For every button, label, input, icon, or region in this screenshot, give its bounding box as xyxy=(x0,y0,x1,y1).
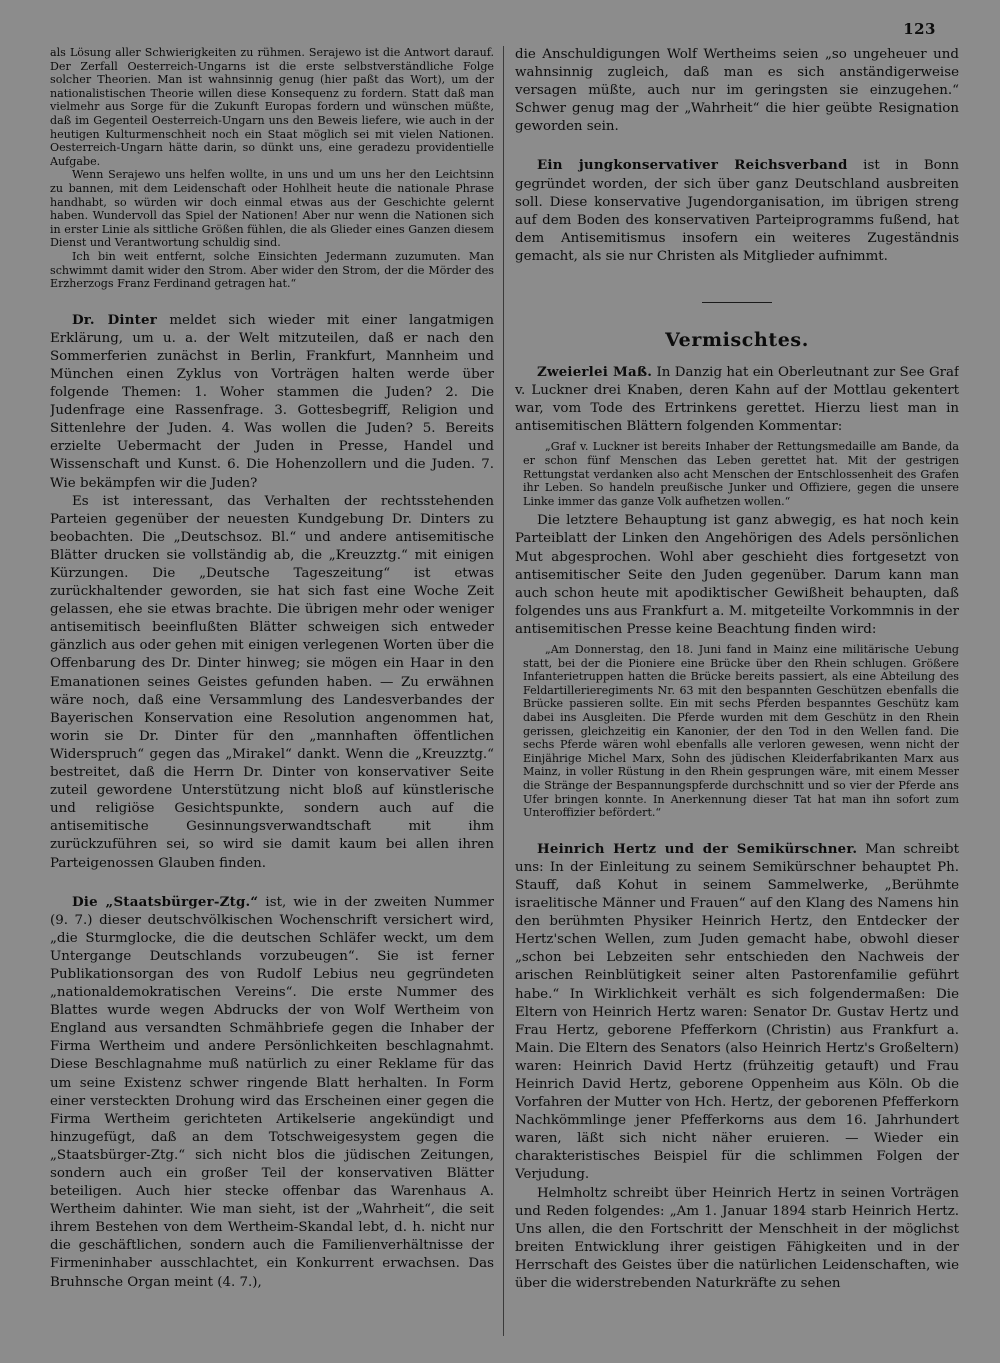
article-jungkonservativ xyxy=(515,156,959,266)
quote-paragraph-1: als Lösung aller Schwierigkeiten zu rühmen. Serajewo ist die Antwort darauf. Der Zerfall Oesterreich-Ungarns ist die erste selbstverständliche Folge solcher Theorien. Man ist wahnsinnig genug (hier paßt das Wort), um der nationalistischen Theorie willen diese Konsequenz zu fordern. Statt daß man vielmehr aus Sorge für die Zukunft Europas fordern und wünschen müßte, daß im Gegenteil Oesterreich-Ungarn uns den Beweis liefere, wie auch in der heutigen Kulturmenschheit noch ein Staat möglich sei mit vielen Nationen. Oesterreich-Ungarn hätte darin, so dünkt uns, eine geradezu providentielle Aufgabe. xyxy=(50,46,494,168)
right-column xyxy=(515,46,959,1346)
article-jungkonservativ-lead: Ein jungkonservativer Reichsverband xyxy=(537,157,848,174)
article-jungkonservativ-text: ist in Bonn gegründet worden, der sich über ganz Deutschland ausbreiten soll. Diese konservative Jugendorganisation, im übrigen streng auf dem Boden des konservativen Parteiprogramms fußend, hat dem Antisemitismus insofern ein weiteres Zugeständnis gemacht, als sie nur Christen als Mitglieder aufnimmt. xyxy=(515,158,959,264)
continuation-paragraph: die Anschuldigungen Wolf Wertheims seien „so ungeheuer und wahnsinnig zugleich, daß man es sich anständigerweise versagen müßte, auch nur im geringsten sie einzugehen.“ Schwer genug mag der „Wahrheit“ die hier geübte Resignation geworden sein. xyxy=(515,47,959,135)
article-hertz-lead: Heinrich Hertz und der Semikürschner. xyxy=(537,840,858,857)
article-zweierlei-quote-2: „Am Donnerstag, den 18. Juni fand in Mainz eine militärische Uebung statt, bei der die Pioniere eine Brücke über den Rhein schlugen. Größere Infanterietruppen hatten die Brücke bereits passiert, als eine Abteilung des Feldartillerieregiments Nr. 63 mit den bespannten Geschützen ebenfalls die Brücke passieren sollte. Ein mit sechs Pferden bespanntes Geschütz kam dabei ins Ausgleiten. Die Pferde wurden mit dem Geschütz in den Rhein gerissen, gleichzeitig ein Kanonier, der den Tod in den Wellen fand. Die sechs Pferde wären wohl ebenfalls alle verloren gewesen, wenn nicht der Einjährige Michel Marx, Sohn des jüdischen Kleiderfabrikanten Marx aus Mainz, in voller Rüstung in den Rhein gesprungen wäre, mit einem Messer die Stränge der Bespannungspferde durchschnitt und so vier der Pferde ans Ufer bringen konnte. In Anerkennung dieser Tat hat man ihn sofort zum Unteroffizier befördert.“ xyxy=(523,643,959,820)
article-dinter xyxy=(50,311,494,493)
article-zweierlei-quote: „Graf v. Luckner ist bereits Inhaber der Rettungsmedaille am Bande, da er schon fünf Menschen das Leben gerettet hat. Mit der gestrigen Rettungstat verdanken also acht Menschen der Entschlossenheit des Grafen ihr Leben. So handeln preußische Junker und Offiziere, gegen die unsere Linke immer das ganze Volk aufhetzen wollen.“ xyxy=(523,440,959,508)
quote-paragraph-2: Wenn Serajewo uns helfen wollte, in uns und um uns her den Leichtsinn zu bannen, mit dem Leidenschaft oder Hohlheit heute die nationale Phrase handhabt, so würden wir doch einmal etwas aus der Geschichte gelernt haben. Wundervoll das Spiel der Nationen! Aber nur wenn die Nationen sich in erster Linie als sittliche Größen fühlen, die als Glieder eines Ganzen diesem Dienst und Verantwortung schuldig sind. xyxy=(50,168,494,250)
article-hertz xyxy=(515,840,959,1185)
article-zweierlei-paragraph-2: Die letztere Behauptung ist ganz abwegig, es hat noch kein Parteiblatt der Linken den Angehörigen des Adels persönlichen Mut abgesprochen. Wohl aber geschieht dies fortgesetzt von antisemitischer Seite den Juden gegenüber. Darum kann man auch schon heute mit apodiktischer Gewißheit behaupten, daß folgendes uns aus Frankfurt a. M. mitgeteilte Vorkommnis in der antisemitischen Presse keine Beachtung finden wird: xyxy=(515,513,959,637)
article-hertz-text: Man schreibt uns: In der Einleitung zu seinem Semikürschner behauptet Ph. Stauff, daß Kohut in seinem Sammelwerke, „Berühmte israelitische Männer und Frauen“ auf den Klang des Namens hin den berühmten Physiker Heinrich Hertz, den Entdecker der Hertz'schen Wellen, zum Juden gemacht habe, obwohl dieser „schon bei Lebzeiten sehr entschieden den Nachweis der arischen Reinblütigkeit seiner alten Pastorenfamilie geführt habe.“ In Wirklichkeit verhält es sich folgendermaßen: Die Eltern von Heinrich Hertz waren: Senator Dr. Gustav Hertz und Frau Hertz, geborene Pfefferkorn (Christin) aus Frankfurt a. Main. Die Eltern des Senators (also Heinrich Hertz's Großeltern) waren: Heinrich David Hertz (frühzeitig getauft) und Frau Heinrich David Hertz, geborene Oppenheim aus Köln. Ob die Vorfahren der Mutter von Hch. Hertz, der geborenen Pfefferkorn Nachkömmlinge jener Pfefferkorns aus dem 16. Jahrhundert waren, läßt sich nicht näher eruieren. — Wieder ein charakteristisches Beispiel für die schlimmen Folgen der Verjudung. xyxy=(515,841,959,1183)
article-zweierlei-text: In Danzig hat ein Oberleutnant zur See Graf v. Luckner drei Knaben, deren Kahn auf der Mottlau gekentert war, vom Tode des Ertrinkens gerettet. Hierzu liest man in antisemitischen Blättern folgenden Kommentar: xyxy=(515,365,959,435)
article-dinter-text: meldet sich wieder mit einer langatmigen Erklärung, um u. a. der Welt mitzuteilen, daß er nach den Sommerferien zunächst in Berlin, Frankfurt, Mannheim und München einen Zyklus von Vorträgen halten werde über folgende Themen: 1. Woher stammen die Juden? 2. Die Judenfrage eine Rassenfrage. 3. Gottesbegriff, Religion und Sittenlehre der Juden. 4. Was wollen die Juden? 5. Bereits erzielte Uebermacht der Juden in Presse, Handel und Wissenschaft und Kunst. 6. Die Hohenzollern und die Juden. 7. Wie bekämpfen wir die Juden? xyxy=(50,312,494,491)
article-dinter-lead: Dr. Dinter xyxy=(72,311,158,328)
article-dinter-paragraph-2: Es ist interessant, das Verhalten der rechtsstehenden Parteien gegenüber der neuesten Kundgebung Dr. Dinters zu beobachten. Die „Deutschsoz. Bl.“ und andere antisemitische Blätter drucken sie vollständig ab, die „Kreuzztg.“ mit einigen Kürzungen. Die „Deutsche Tageszeitung“ ist etwas zurückhaltender geworden, sie hat sich fast eine Woche Zeit gelassen, ehe sie etwas brachte. Die übrigen mehr oder weniger antisemitisch beeinflußten Blätter schweigen sich entweder gänzlich aus oder gehen mit einigen verlegenen Worten über die Offenbarung des Dr. Dinter hinweg; sie mögen ein Haar in den Emanationen seines Geistes gefunden haben. — Zu erwähnen wäre noch, daß eine Versammlung des Landesverbandes der Bayerischen Konservation eine Resolution angenommen hat, worin sie Dr. Dinter für den „mannhaften öffentlichen Widerspruch“ gegen das „Mirakel“ dankt. Wenn die „Kreuzztg.“ bestreitet, daß die Herrn Dr. Dinter von konservativer Seite zuteil gewordene Unterstützung nicht bloß auf künstlerische und religiöse Gesichtspunkte, sondern auch auf die antisemitische Gesinnungsverwandtschaft mit ihm zurückzuführen sei, so wird sie damit kaum bei allen ihren Parteigenossen Glauben finden. xyxy=(50,493,494,871)
section-separator xyxy=(702,302,772,303)
section-title: Vermischtes. xyxy=(665,329,809,352)
column-divider xyxy=(503,46,504,1336)
page-number: 123 xyxy=(903,20,936,38)
left-column xyxy=(50,46,494,1346)
article-hertz-paragraph-2: Helmholtz schreibt über Heinrich Hertz in seinen Vorträgen und Reden folgendes: „Am 1. Januar 1894 starb Heinrich Hertz. Uns allen, die den Fortschritt der Menschheit in der möglichst breiten Entwicklung ihrer geistigen Fähigkeiten und in der Herrschaft des Geistes über die natürlichen Leidenschaften, wie über die widerstrebenden Naturkräfte zu sehen xyxy=(515,1185,959,1291)
article-zweierlei xyxy=(515,363,959,436)
article-zweierlei-lead: Zweierlei Maß. xyxy=(537,364,653,381)
article-staatsbuerger-text: ist, wie in der zweiten Nummer (9. 7.) dieser deutschvölkischen Wochenschrift versichert wird, „die Sturmglocke, die die deutschen Schläfer weckt, um dem Untergange Deutschlands vorzubeugen“. Sie ist ferner Publikationsorgan des von Rudolf Lebius neu gegründeten „nationaldemokratischen Vereins“. Die erste Nummer des Blattes wurde wegen Abdrucks der von Wolf Wertheim von England aus versandten Schmähbriefe gegen die Inhaber der Firma Wertheim und andere Persönlichkeiten beschlagnahmt. Diese Beschlagnahme muß natürlich zu einer Reklame für das um seine Existenz schwer ringende Blatt herhalten. In Form einer versteckten Drohung wird das Erscheinen einer gegen die Firma Wertheim gerichteten Artikelserie angekündigt und hinzugefügt, daß an dem Totschweigesystem gegen die „Staatsbürger-Ztg.“ sich nicht blos die jüdischen Zeitungen, sondern auch ein großer Teil der konservativen Blätter beteiligen. Auch hier stecke offenbar das Warenhaus A. Wertheim dahinter. Wie man sieht, ist der „Wahrheit“, die seit ihrem Bestehen von dem Wertheim-Skandal lebt, d. h. nicht nur die geschäftlichen, sondern auch die Familienverhältnisse der Firmeninhaber ausschlachtet, ein Konkurrent erwachsen. Das Bruhnsche Organ meint (4. 7.), xyxy=(50,894,494,1290)
article-staatsbuerger xyxy=(50,893,494,1292)
quote-paragraph-3: Ich bin weit entfernt, solche Einsichten Jedermann zuzumuten. Man schwimmt damit wider den Strom. Aber wider den Strom, der die Mörder des Erzherzogs Franz Ferdinand getragen hat.“ xyxy=(50,249,494,291)
article-staatsbuerger-lead: Die „Staatsbürger-Ztg.“ xyxy=(72,893,259,910)
